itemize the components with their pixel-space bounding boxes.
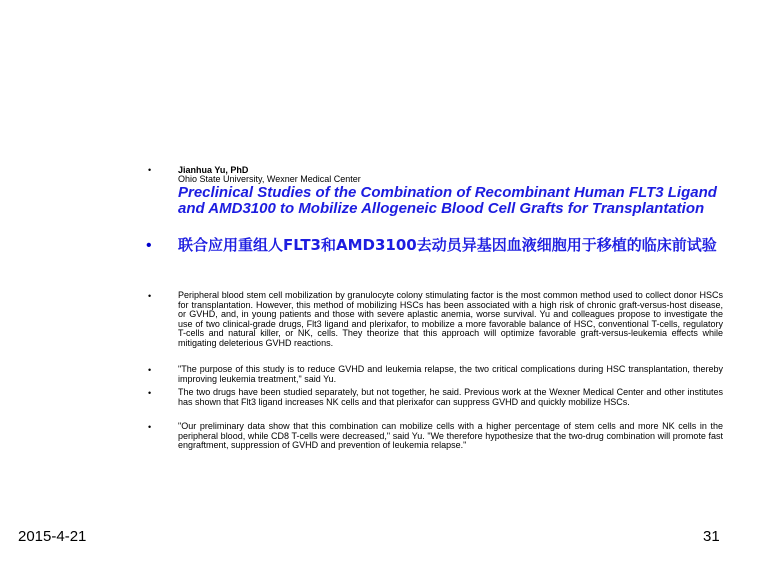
bullet-paragraph-2: •: [148, 365, 152, 375]
paragraph-4: "Our preliminary data show that this combination can mobilize cells with a higher percentage of stem cells and more NK cells in the peripheral blood, while CD8 T-cells were decreased," said Yu. "We therefore hypothesize that the two-drug combination will promote fast engraftment, suppression of GVHD and prevention of leukemia relapse.": [178, 421, 723, 451]
author-block: [178, 165, 718, 217]
paragraph-1: Peripheral blood stem cell mobilization by granulocyte colony stimulating factor is the most common method used to collect donor HSCs for transplantation. However, this method of mobilizing HSCs has been associated with a high risk of chronic graft-versus-host disease, or GVHD, and, in young patients and those with severe aplastic anemia, worse survival. Yu and colleagues propose to investigate the use of two clinical-grade drugs, Flt3 ligand and plerixafor, to mobilize a more favorable balance of HSC, conventional T-cells, regulatory T-cells and natural killer, or NK, cells. They theorize that this approach will optimize favorable graft-versus-leukemia effects while mitigating deleterious GVHD reactions.: [178, 290, 723, 348]
bullet-author: •: [148, 165, 152, 175]
bullet-chinese-title: •: [146, 237, 152, 254]
paragraph-3: The two drugs have been studied separately, but not together, he said. Previous work at the Wexner Medical Center and other institutes has shown that Flt3 ligand increases NK cells and that plerixafor can suppress GVHD and quickly mobilize HSCs.: [178, 387, 723, 407]
page-number: 31: [703, 528, 720, 545]
bullet-paragraph-3: •: [148, 388, 152, 398]
author-name: Jianhua Yu, PhD: [178, 165, 249, 175]
talk-title-chinese: 联合应用重组人FLT3和AMD3100去动员异基因血液细胞用于移植的临床前试验: [178, 236, 717, 254]
bullet-paragraph-1: •: [148, 291, 152, 301]
bullet-paragraph-4: •: [148, 422, 152, 432]
footer-date: 2015-4-21: [18, 528, 87, 545]
paragraph-2: "The purpose of this study is to reduce GVHD and leukemia relapse, the two critical complications during HSC transplantation, thereby improving leukemia treatment," said Yu.: [178, 364, 723, 384]
author-affiliation: Ohio State University, Wexner Medical Center: [178, 174, 361, 184]
talk-title-english: Preclinical Studies of the Combination of Recombinant Human FLT3 Ligand and AMD3100 to Mobilize Allogeneic Blood Cell Grafts for Transplantation: [178, 184, 717, 217]
